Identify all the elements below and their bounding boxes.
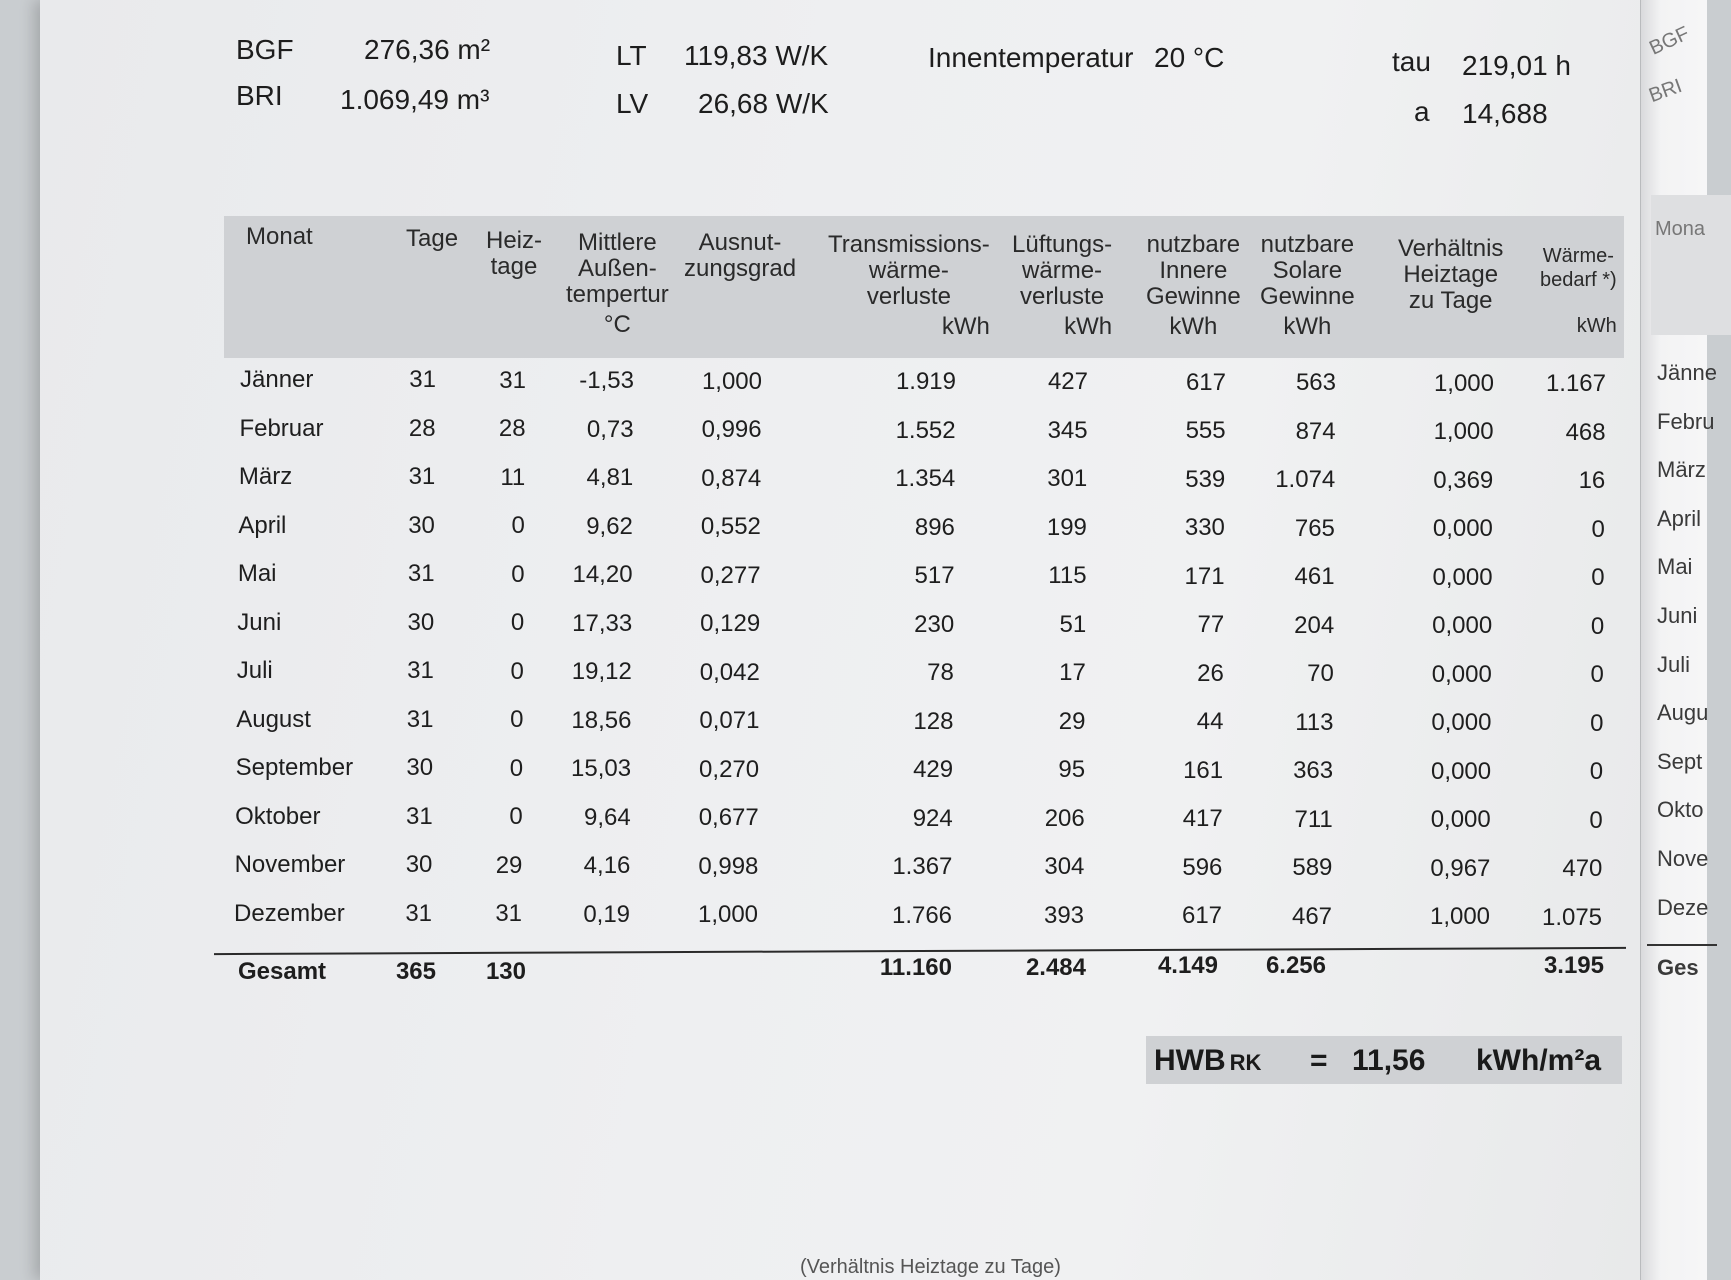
cell-heiztage: 0	[510, 609, 525, 637]
cell-waermebedarf: 0	[1590, 661, 1604, 688]
innentemp-value: 20 °C	[1154, 42, 1225, 73]
cell-ausnutzungsgrad: 1,000	[701, 367, 762, 395]
cell-innere-gewinne: 617	[1181, 902, 1223, 930]
total-solare-gewinne: 6.256	[1265, 952, 1326, 979]
cell-verhaeltnis: 0,000	[1432, 563, 1493, 591]
cell-ausnutzungsgrad: 0,277	[700, 561, 761, 589]
table-row	[0, 415, 1706, 455]
total-label: Gesamt	[238, 958, 327, 985]
adjacent-month: Mai	[1657, 554, 1693, 580]
innentemp-label: Innentemperatur	[928, 42, 1134, 73]
adjacent-bri: BRI	[1646, 74, 1685, 108]
col-transmission: Transmissions- wärme- verluste kWh	[828, 231, 990, 340]
table-row	[0, 657, 1706, 697]
cell-ausnutzungsgrad: 0,677	[698, 804, 759, 832]
cell-tage: 30	[408, 511, 435, 539]
table-row	[0, 851, 1706, 891]
cell-solare-gewinne: 563	[1295, 369, 1336, 397]
cell-lueftung: 115	[1048, 562, 1087, 590]
cell-solare-gewinne: 363	[1293, 757, 1334, 785]
cell-solare-gewinne: 467	[1291, 902, 1333, 930]
cell-tage: 31	[407, 560, 435, 588]
adjacent-month: Nove	[1657, 846, 1709, 871]
lv-label: LV	[616, 88, 649, 119]
cell-verhaeltnis: 0,000	[1431, 660, 1492, 688]
cell-monat: Mai	[237, 560, 277, 587]
adjacent-month: Sept	[1657, 748, 1703, 774]
cell-heiztage: 0	[511, 560, 525, 588]
cell-heiztage: 0	[510, 657, 524, 685]
cell-lueftung: 51	[1059, 610, 1087, 638]
cell-transmission: 128	[913, 707, 954, 735]
cell-innere-gewinne: 44	[1196, 708, 1224, 736]
cell-verhaeltnis: 1,000	[1433, 369, 1494, 397]
cell-heiztage: 0	[510, 706, 524, 734]
total-lueftung: 2.484	[1025, 954, 1086, 981]
col-solare-gewinne: nutzbare Solare Gewinne kWh	[1260, 231, 1355, 340]
table-row	[0, 900, 1706, 940]
cell-solare-gewinne: 874	[1295, 417, 1336, 445]
adjacent-month: April	[1657, 505, 1702, 531]
adjacent-month: Deze	[1657, 894, 1709, 920]
lt-label: LT	[616, 40, 647, 71]
cell-solare-gewinne: 711	[1294, 805, 1333, 833]
cell-innere-gewinne: 330	[1184, 514, 1225, 542]
cell-transmission: 1.367	[892, 853, 953, 880]
cell-ausnutzungsgrad: 0,874	[701, 464, 762, 492]
adjacent-month: Okto	[1657, 797, 1704, 823]
cell-aussentemp: 19,12	[571, 658, 632, 686]
cell-verhaeltnis: 0,000	[1431, 709, 1492, 737]
bri-label: BRI	[236, 80, 283, 111]
adjacent-total-rule	[1647, 944, 1717, 946]
cell-tage: 30	[406, 754, 434, 782]
table-row	[0, 560, 1706, 600]
cell-monat: Oktober	[235, 802, 321, 830]
cell-tage: 30	[405, 851, 433, 879]
cell-monat: Februar	[239, 414, 324, 442]
cell-lueftung: 199	[1046, 513, 1087, 541]
total-waermebedarf: 3.195	[1543, 952, 1604, 979]
hwb-label: HWB RK	[1154, 1044, 1262, 1077]
cell-aussentemp: 18,56	[571, 706, 632, 734]
col-tage: Tage	[406, 225, 459, 252]
cell-lueftung: 427	[1047, 368, 1088, 396]
cell-waermebedarf: 0	[1591, 515, 1605, 543]
col-aussentemp: Mittlere Außen- tempertur °C	[566, 229, 669, 338]
col-waermebedarf: Wärme- bedarf *) kWh	[1540, 245, 1617, 337]
cell-heiztage: 31	[499, 366, 526, 394]
cell-heiztage: 11	[500, 463, 526, 491]
cell-aussentemp: 14,20	[572, 561, 633, 589]
adjacent-month: Febru	[1657, 408, 1715, 434]
cell-waermebedarf: 1.167	[1545, 370, 1606, 397]
cell-ausnutzungsgrad: 0,552	[700, 513, 761, 541]
table-row	[0, 463, 1706, 503]
cell-solare-gewinne: 765	[1294, 514, 1335, 542]
cell-monat: Juni	[237, 608, 282, 636]
cell-heiztage: 0	[509, 754, 524, 782]
tau-value: 219,01 h	[1462, 50, 1571, 81]
cell-heiztage: 28	[498, 415, 526, 443]
cell-aussentemp: -1,53	[579, 367, 634, 395]
cell-heiztage: 0	[509, 803, 523, 831]
table-row	[0, 609, 1706, 649]
cell-waermebedarf: 470	[1562, 855, 1603, 882]
cell-innere-gewinne: 26	[1197, 659, 1224, 687]
cell-innere-gewinne: 171	[1184, 562, 1225, 590]
col-monat: Monat	[246, 223, 313, 250]
cell-transmission: 896	[914, 513, 955, 541]
cell-solare-gewinne: 589	[1292, 854, 1333, 882]
cell-ausnutzungsgrad: 0,996	[701, 416, 762, 444]
cell-monat: Jänner	[240, 366, 314, 393]
cell-monat: November	[234, 851, 346, 878]
cell-verhaeltnis: 0,000	[1431, 757, 1492, 785]
cell-solare-gewinne: 70	[1307, 660, 1334, 688]
cell-innere-gewinne: 555	[1185, 417, 1226, 445]
adjacent-gesamt: Ges	[1657, 955, 1699, 980]
cell-waermebedarf: 1.075	[1541, 903, 1603, 931]
cell-lueftung: 95	[1058, 756, 1086, 784]
cell-monat: Juli	[236, 657, 273, 684]
cell-aussentemp: 9,64	[584, 803, 631, 831]
table-header	[224, 216, 1624, 358]
hwb-result	[1146, 1036, 1622, 1084]
table-row	[0, 706, 1706, 746]
cell-heiztage: 0	[511, 512, 525, 540]
cell-aussentemp: 0,19	[583, 900, 631, 928]
cell-lueftung: 17	[1059, 659, 1086, 687]
cell-aussentemp: 17,33	[572, 609, 633, 637]
cell-lueftung: 393	[1043, 901, 1085, 929]
cell-aussentemp: 0,73	[586, 415, 634, 443]
total-tage: 365	[395, 958, 436, 985]
bgf-label: BGF	[236, 34, 294, 65]
cell-innere-gewinne: 161	[1183, 756, 1224, 784]
cell-ausnutzungsgrad: 0,998	[698, 852, 759, 880]
cell-lueftung: 304	[1044, 853, 1085, 881]
cell-tage: 31	[409, 366, 436, 394]
cell-transmission: 1.919	[895, 368, 956, 395]
tau-label: tau	[1392, 46, 1431, 77]
total-innere-gewinne: 4.149	[1157, 952, 1218, 979]
hwb-value: 11,56	[1352, 1044, 1426, 1077]
col-innere-gewinne: nutzbare Innere Gewinne kWh	[1146, 231, 1241, 340]
cell-tage: 30	[407, 608, 435, 636]
table-row	[0, 754, 1706, 794]
table-row	[0, 803, 1706, 843]
cell-tage: 31	[408, 463, 436, 491]
adjacent-bgf: BGF	[1646, 22, 1693, 60]
cell-monat: September	[235, 754, 354, 781]
cell-solare-gewinne: 461	[1294, 563, 1335, 591]
cell-tage: 31	[406, 705, 434, 733]
adjacent-table-header	[1651, 195, 1731, 335]
cell-waermebedarf: 16	[1578, 467, 1606, 494]
adjacent-month: Augu	[1657, 700, 1709, 726]
cell-verhaeltnis: 0,369	[1433, 466, 1494, 494]
cell-transmission: 230	[914, 610, 955, 638]
cell-innere-gewinne: 596	[1182, 853, 1223, 881]
hwb-equals: =	[1310, 1044, 1328, 1077]
cell-waermebedarf: 0	[1590, 612, 1605, 640]
a-label: a	[1414, 96, 1430, 127]
bri-value: 1.069,49 m³	[340, 84, 490, 115]
cell-verhaeltnis: 1,000	[1433, 418, 1494, 446]
adjacent-monat: Mona	[1655, 218, 1706, 240]
cell-tage: 31	[407, 657, 434, 685]
col-verhaeltnis: Verhältnis Heiztage zu Tage	[1398, 235, 1504, 314]
cell-innere-gewinne: 539	[1185, 465, 1226, 493]
cell-ausnutzungsgrad: 0,071	[699, 707, 760, 735]
cell-monat: April	[238, 511, 287, 539]
cell-transmission: 1.766	[891, 901, 953, 929]
cell-monat: März	[238, 463, 293, 490]
cell-ausnutzungsgrad: 0,270	[699, 755, 760, 783]
cell-ausnutzungsgrad: 0,042	[699, 658, 760, 686]
cell-solare-gewinne: 204	[1294, 611, 1335, 639]
cell-innere-gewinne: 617	[1185, 368, 1226, 396]
adjacent-month: Juni	[1657, 603, 1698, 628]
cell-aussentemp: 4,81	[586, 464, 634, 492]
cell-transmission: 1.354	[895, 465, 956, 492]
a-value: 14,688	[1462, 98, 1548, 129]
table-row	[0, 366, 1706, 406]
footnote-text: (Verhältnis Heiztage zu Tage)	[800, 1256, 1061, 1278]
cell-verhaeltnis: 0,000	[1432, 612, 1493, 640]
cell-waermebedarf: 0	[1591, 564, 1605, 591]
cell-transmission: 1.552	[895, 416, 956, 444]
cell-transmission: 78	[927, 659, 954, 686]
col-ausnutzungsgrad: Ausnut- zungsgrad	[684, 229, 797, 282]
cell-innere-gewinne: 77	[1197, 611, 1225, 639]
cell-solare-gewinne: 1.074	[1275, 466, 1336, 494]
cell-heiztage: 31	[495, 900, 523, 928]
cell-transmission: 924	[912, 804, 953, 832]
bgf-value: 276,36 m²	[364, 34, 491, 65]
hwb-unit: kWh/m²a	[1476, 1044, 1602, 1077]
col-heiztage: Heiz- tage	[486, 227, 543, 280]
cell-lueftung: 29	[1058, 707, 1086, 735]
cell-aussentemp: 15,03	[571, 755, 632, 783]
lv-value: 26,68 W/K	[698, 88, 829, 119]
cell-tage: 31	[406, 802, 433, 830]
adjacent-month: Juli	[1657, 651, 1691, 677]
cell-transmission: 517	[914, 562, 955, 589]
cell-aussentemp: 9,62	[586, 512, 633, 540]
cell-ausnutzungsgrad: 1,000	[697, 901, 759, 929]
cell-transmission: 429	[913, 756, 954, 783]
cell-ausnutzungsgrad: 0,129	[700, 610, 761, 638]
cell-waermebedarf: 0	[1590, 709, 1604, 737]
cell-verhaeltnis: 1,000	[1429, 903, 1491, 931]
cell-lueftung: 206	[1044, 804, 1085, 832]
total-transmission: 11.160	[879, 954, 952, 981]
cell-verhaeltnis: 0,000	[1430, 806, 1491, 834]
cell-waermebedarf: 468	[1565, 418, 1606, 446]
cell-monat: August	[236, 705, 311, 733]
col-lueftung: Lüftungs- wärme- verluste kWh	[1012, 231, 1113, 340]
cell-innere-gewinne: 417	[1182, 805, 1223, 833]
lt-value: 119,83 W/K	[684, 40, 829, 71]
cell-aussentemp: 4,16	[583, 852, 631, 880]
cell-tage: 28	[408, 414, 436, 442]
cell-waermebedarf: 0	[1589, 806, 1603, 834]
cell-tage: 31	[405, 899, 433, 927]
cell-verhaeltnis: 0,967	[1430, 854, 1491, 882]
cell-monat: Dezember	[234, 899, 345, 927]
cell-waermebedarf: 0	[1589, 758, 1604, 785]
cell-verhaeltnis: 0,000	[1432, 515, 1493, 543]
cell-lueftung: 345	[1047, 416, 1088, 444]
cell-heiztage: 29	[495, 851, 523, 879]
adjacent-month: März	[1657, 457, 1706, 483]
cell-lueftung: 301	[1047, 465, 1088, 493]
adjacent-month: Jänne	[1657, 360, 1717, 385]
total-heiztage: 130	[485, 958, 526, 985]
table-row	[0, 512, 1706, 552]
cell-solare-gewinne: 113	[1295, 708, 1334, 736]
